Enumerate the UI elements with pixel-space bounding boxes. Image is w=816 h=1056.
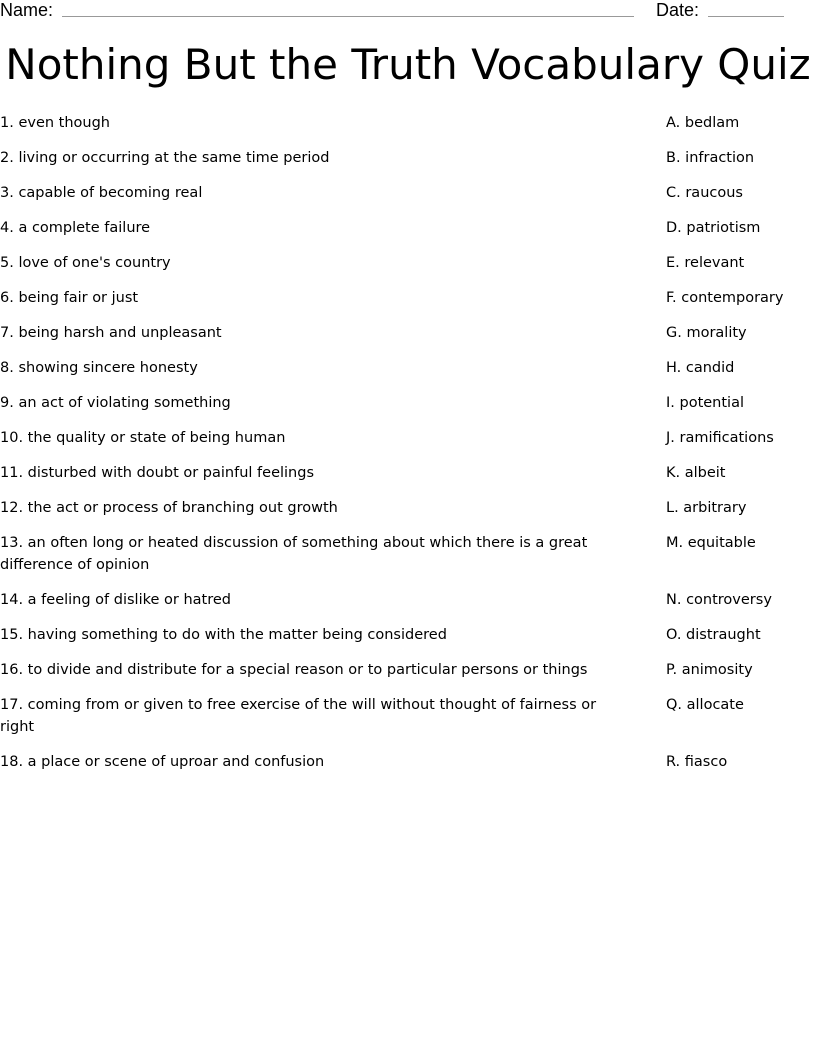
clue-text: 12. the act or process of branching out growth	[0, 500, 338, 516]
answer-option: L. arbitrary	[666, 500, 747, 516]
clue-text: 3. capable of becoming real	[0, 185, 203, 201]
clue-text: 9. an act of violating something	[0, 395, 231, 411]
quiz-row	[0, 497, 816, 532]
clue-text: 13. an often long or heated discussion of something about which there is a great difference of opinion	[0, 535, 588, 573]
clue-text: 14. a feeling of dislike or hatred	[0, 592, 231, 608]
quiz-row	[0, 252, 816, 287]
answer-option: J. ramifications	[666, 430, 774, 446]
clue-text: 8. showing sincere honesty	[0, 360, 198, 376]
answer-option: Q. allocate	[666, 697, 744, 713]
answer-option: O. distraught	[666, 627, 761, 643]
quiz-row	[0, 751, 816, 786]
answer-option: F. contemporary	[666, 290, 784, 306]
clue-text: 18. a place or scene of uproar and confusion	[0, 754, 325, 770]
answer-option: P. animosity	[666, 662, 753, 678]
answer-option: B. infraction	[666, 150, 755, 166]
clue-text: 17. coming from or given to free exercise of the will without thought of fairness or right	[0, 697, 597, 735]
clue-text: 6. being fair or just	[0, 290, 139, 306]
clue-text: 10. the quality or state of being human	[0, 430, 286, 446]
quiz-row	[0, 217, 816, 252]
answer-option: I. potential	[666, 395, 744, 411]
quiz-row	[0, 624, 816, 659]
clue-text: 7. being harsh and unpleasant	[0, 325, 222, 341]
answer-option: M. equitable	[666, 535, 756, 551]
clue-text: 2. living or occurring at the same time period	[0, 150, 330, 166]
quiz-row	[0, 659, 816, 694]
answer-option: K. albeit	[666, 465, 726, 481]
answer-option: E. relevant	[666, 255, 745, 271]
clue-text: 5. love of one's country	[0, 255, 171, 271]
answer-option: N. controversy	[666, 592, 772, 608]
clue-text: 4. a complete failure	[0, 220, 151, 236]
header-row	[0, 0, 816, 24]
quiz-row	[0, 112, 816, 147]
quiz-row	[0, 147, 816, 182]
quiz-row	[0, 532, 816, 589]
quiz-row	[0, 182, 816, 217]
clue-text: 11. disturbed with doubt or painful feelings	[0, 465, 315, 481]
quiz-row	[0, 357, 816, 392]
answer-option: R. fiasco	[666, 754, 728, 770]
quiz-row	[0, 694, 816, 751]
quiz-list	[0, 112, 816, 786]
page-title: Nothing But the Truth Vocabulary Quiz	[5, 40, 811, 89]
date-label: Date:	[656, 0, 700, 20]
answer-option: H. candid	[666, 360, 735, 376]
answer-option: C. raucous	[666, 185, 743, 201]
quiz-row	[0, 589, 816, 624]
quiz-row	[0, 287, 816, 322]
quiz-row	[0, 462, 816, 497]
quiz-row	[0, 427, 816, 462]
answer-option: D. patriotism	[666, 220, 761, 236]
answer-option: A. bedlam	[666, 115, 740, 131]
name-label: Name:	[0, 0, 54, 20]
date-blank-line[interactable]	[708, 16, 784, 17]
quiz-row	[0, 322, 816, 357]
clue-text: 15. having something to do with the matter being considered	[0, 627, 447, 643]
quiz-row	[0, 392, 816, 427]
name-blank-line[interactable]	[62, 16, 634, 17]
clue-text: 1. even though	[0, 115, 110, 131]
clue-text: 16. to divide and distribute for a special reason or to particular persons or things	[0, 662, 588, 678]
answer-option: G. morality	[666, 325, 747, 341]
